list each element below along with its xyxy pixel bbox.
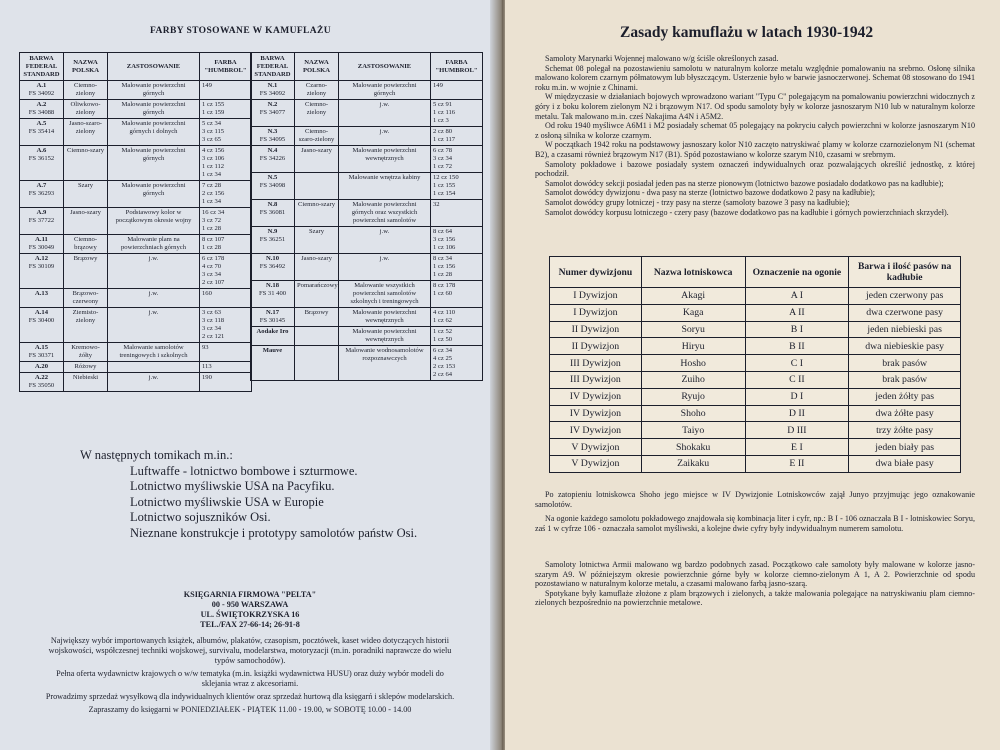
table-row bbox=[251, 227, 483, 254]
cell-code bbox=[20, 181, 64, 208]
cell-name: Różowy bbox=[64, 362, 108, 373]
cell-use bbox=[108, 362, 200, 373]
cell-farba: 6 cz 178 4 cz 70 3 cz 34 2 cz 107 bbox=[200, 254, 252, 289]
table-row bbox=[251, 254, 483, 281]
paint-code: A.15 bbox=[34, 344, 48, 351]
intro-paragraph: Od roku 1940 myśliwce A6M1 i M2 posiadały schemat 05 polegający na pokryciu całych powierzchni w kolorze jasnoszarym N10 z osłoną silnika w kolorze czarnym. bbox=[535, 121, 975, 140]
cell-pasy: jeden niebieski pas bbox=[849, 321, 961, 338]
table-row bbox=[550, 405, 961, 422]
table-row bbox=[20, 81, 252, 100]
cell-oznaczenie: D I bbox=[745, 388, 849, 405]
cell-name: Ciemno-zielony bbox=[64, 81, 108, 100]
cell-code bbox=[20, 373, 64, 392]
cell-name: Jasno-szary bbox=[295, 146, 339, 173]
header-oznaczenie: Oznaczenie na ogonie bbox=[745, 257, 849, 288]
cell-lotniskowiec: Shokaku bbox=[641, 439, 745, 456]
cell-code bbox=[251, 127, 295, 146]
paint-code: N.9 bbox=[267, 228, 278, 235]
cell-use: Malowanie wodnosamolotów rozpoznawczych bbox=[339, 346, 431, 381]
paint-code: N.8 bbox=[267, 201, 278, 208]
army-text bbox=[535, 560, 975, 608]
cell-code bbox=[251, 146, 295, 173]
table-row bbox=[20, 343, 252, 362]
table-row bbox=[550, 455, 961, 472]
cell-use: Malowanie powierzchni górnych bbox=[108, 81, 200, 100]
paint-code: N.5 bbox=[267, 174, 278, 181]
cell-lotniskowiec: Akagi bbox=[641, 288, 745, 305]
cell-code bbox=[251, 281, 295, 308]
cell-farba: 32 bbox=[431, 200, 483, 227]
cell-name: Jasno-szaro-zielony bbox=[64, 119, 108, 146]
paint-code: A.20 bbox=[34, 363, 48, 370]
fs-code: FS 35414 bbox=[28, 128, 55, 135]
cell-pasy: brak pasów bbox=[849, 355, 961, 372]
fs-code: FS 36492 bbox=[259, 263, 286, 270]
cell-code bbox=[20, 208, 64, 235]
table-row bbox=[251, 127, 483, 146]
table-row bbox=[20, 289, 252, 308]
next-volumes-list bbox=[80, 464, 417, 542]
cell-name: Pomarańczowy bbox=[295, 281, 339, 308]
intro-paragraph: Samoloty Marynarki Wojennej malowano w/g ściśle określonych zasad. bbox=[545, 54, 779, 63]
cell-farba: 5 cz 91 1 cz 116 1 cz 3 bbox=[431, 100, 483, 127]
cell-oznaczenie: E II bbox=[745, 455, 849, 472]
table-row bbox=[251, 146, 483, 173]
paint-code: N.18 bbox=[265, 282, 279, 289]
paint-code: A.13 bbox=[34, 290, 48, 297]
cell-use: Malowanie powierzchni wewnętrznych bbox=[339, 146, 431, 173]
cell-dywizjon: IV Dywizjon bbox=[550, 388, 642, 405]
publisher-p4: Zapraszamy do księgarni w PONIEDZIAŁEK - PIĄTEK 11.00 - 19.00, w SOBOTĘ 10.00 - 14.00 bbox=[88, 705, 412, 714]
cell-code bbox=[20, 119, 64, 146]
cell-use: Malowanie powierzchni wewnętrznych bbox=[339, 308, 431, 327]
cell-use: Malowanie plam na powierzchniach górnych bbox=[108, 235, 200, 254]
fs-code: FS 34095 bbox=[259, 136, 286, 143]
paint-code: Mauve bbox=[262, 347, 283, 354]
table-row bbox=[20, 362, 252, 373]
table-row bbox=[251, 100, 483, 127]
paint-code: N.1 bbox=[267, 82, 278, 89]
cell-use: j.w. bbox=[108, 373, 200, 392]
table-row bbox=[550, 304, 961, 321]
paint-code: A.7 bbox=[36, 182, 47, 189]
paint-table-army bbox=[19, 52, 252, 392]
cell-code bbox=[20, 81, 64, 100]
right-page bbox=[505, 0, 1000, 750]
fs-code: FS 30371 bbox=[28, 352, 55, 359]
fs-code: FS 37722 bbox=[28, 217, 55, 224]
fs-code: FS 36251 bbox=[259, 236, 286, 243]
cell-farba: 16 cz 34 3 cz 72 1 cz 28 bbox=[200, 208, 252, 235]
fs-code: FS 36293 bbox=[28, 190, 55, 197]
cell-name: Szary bbox=[295, 227, 339, 254]
header-nazwa: NAZWA POLSKA bbox=[64, 53, 108, 81]
page-title-zasady: Zasady kamuflażu w latach 1930-1942 bbox=[620, 24, 874, 41]
cell-farba: 5 cz 34 3 cz 115 3 cz 65 bbox=[200, 119, 252, 146]
table-row bbox=[550, 288, 961, 305]
next-volume-item: Lotnictwo myśliwskie USA w Europie bbox=[130, 494, 324, 509]
cell-code bbox=[251, 227, 295, 254]
next-volume-item: Lotnictwo myśliwskie USA na Pacyfiku. bbox=[130, 479, 335, 493]
cell-dywizjon: V Dywizjon bbox=[550, 439, 642, 456]
table-row bbox=[251, 200, 483, 227]
para-ogon-text: Na ogonie każdego samolotu pokładowego znajdowała się kombinacja liter i cyfr, np.: B I - 106 oznaczała B I - lotniskowiec Soryu, zaś 1 w cyfrze 106 - oznaczała samolot myśliwski, a kolejne dwie cyfry były indywidualnym numerem samolotu. bbox=[535, 514, 975, 533]
fs-code: FS 30109 bbox=[28, 263, 55, 270]
paint-code: Aodake Iro bbox=[256, 328, 289, 335]
cell-farba: 12 cz 150 1 cz 155 1 cz 154 bbox=[431, 173, 483, 200]
header-zastosowanie: ZASTOSOWANIE bbox=[108, 53, 200, 81]
cell-oznaczenie: C II bbox=[745, 371, 849, 388]
fs-code: FS 34226 bbox=[259, 155, 286, 162]
cell-name: Brązowo-czerwony bbox=[64, 289, 108, 308]
cell-code bbox=[251, 200, 295, 227]
cell-dywizjon: II Dywizjon bbox=[550, 338, 642, 355]
cell-oznaczenie: D III bbox=[745, 422, 849, 439]
cell-farba: 4 cz 110 1 cz 62 bbox=[431, 308, 483, 327]
cell-use: j.w. bbox=[108, 289, 200, 308]
cell-name: Jasno-szary bbox=[295, 254, 339, 281]
table-row bbox=[550, 355, 961, 372]
cell-pasy: jeden czerwony pas bbox=[849, 288, 961, 305]
fs-code: FS 34092 bbox=[259, 90, 286, 97]
cell-use: Malowanie powierzchni górnych bbox=[108, 146, 200, 181]
cell-code bbox=[251, 327, 295, 346]
cell-code bbox=[20, 308, 64, 343]
cell-farba: 4 cz 156 3 cz 106 1 cz 112 1 cz 34 bbox=[200, 146, 252, 181]
table-row bbox=[251, 281, 483, 308]
cell-dywizjon: IV Dywizjon bbox=[550, 405, 642, 422]
cell-dywizjon: I Dywizjon bbox=[550, 288, 642, 305]
cell-use: j.w. bbox=[339, 100, 431, 127]
paint-code: A.14 bbox=[34, 309, 48, 316]
paint-code: A.5 bbox=[36, 120, 47, 127]
paint-code: N.4 bbox=[267, 147, 278, 154]
intro-paragraph: Samolot dowódcy grupy lotniczej - trzy pasy na sterze (samoloty bazowe 3 pasy na kadłubie); bbox=[545, 197, 850, 207]
intro-paragraph: Samolot dowódcy dywizjonu - dwa pasy na sterze (lotnictwo bazowe dodatkowo 2 pasy na kadłubie); bbox=[545, 188, 875, 198]
header-nazwa-lotniskowca: Nazwa lotniskowca bbox=[641, 257, 745, 288]
cell-use: Podstawowy kolor w początkowym okresie wojny bbox=[108, 208, 200, 235]
cell-name: Ciemno-szary bbox=[64, 146, 108, 181]
cell-use: j.w. bbox=[339, 254, 431, 281]
cell-farba: 1 cz 155 1 cz 159 bbox=[200, 100, 252, 119]
cell-lotniskowiec: Hiryu bbox=[641, 338, 745, 355]
table-row bbox=[20, 254, 252, 289]
cell-code bbox=[20, 289, 64, 308]
table-row bbox=[251, 81, 483, 100]
cell-oznaczenie: E I bbox=[745, 439, 849, 456]
paint-code: A.12 bbox=[34, 255, 48, 262]
paint-table-navy bbox=[250, 52, 483, 381]
header-numer-dywizjonu: Numer dywizjonu bbox=[550, 257, 642, 288]
cell-farba: 2 cz 80 1 cz 117 bbox=[431, 127, 483, 146]
table-row bbox=[550, 388, 961, 405]
cell-oznaczenie: C I bbox=[745, 355, 849, 372]
fs-code: FS 34077 bbox=[259, 109, 286, 116]
intro-text bbox=[535, 54, 975, 217]
intro-paragraph: Samoloty pokładowe i bazowe posiadały system oznaczeń indywidualnych oraz pozwalających określić jednostkę, z której pochodził. bbox=[535, 159, 975, 179]
fs-code: FS 36152 bbox=[28, 155, 55, 162]
cell-name bbox=[295, 346, 339, 381]
cell-farba: 93 bbox=[200, 343, 252, 362]
intro-paragraph: W początkach 1942 roku na podstawowy jasnoszary kolor N10 zaczęto natryskiwać plamy w kolorze czarnozielonym N1 (schemat B2), a czasami również brązowym N17 (B1). Spód pozostawiano w kolorze szarym N10, czasami w srebrnym. bbox=[535, 140, 975, 159]
cell-lotniskowiec: Soryu bbox=[641, 321, 745, 338]
cell-use: Malowanie powierzchni górnych bbox=[108, 100, 200, 119]
cell-pasy: dwa niebieskie pasy bbox=[849, 338, 961, 355]
cell-farba: 160 bbox=[200, 289, 252, 308]
paint-code: N.2 bbox=[267, 101, 278, 108]
table-row bbox=[550, 338, 961, 355]
cell-pasy: jeden żółty pas bbox=[849, 388, 961, 405]
para-shoho-text: Po zatopieniu lotniskowca Shoho jego miejsce w IV Dywizjonie Lotniskowców zajął Junyo przyjmując jego oznakowanie samolotów. bbox=[535, 490, 975, 509]
cell-lotniskowiec: Zaikaku bbox=[641, 455, 745, 472]
cell-lotniskowiec: Taiyo bbox=[641, 422, 745, 439]
cell-farba: 149 bbox=[200, 81, 252, 100]
paint-code: N.17 bbox=[265, 309, 279, 316]
paint-code: A.6 bbox=[36, 147, 47, 154]
cell-dywizjon: IV Dywizjon bbox=[550, 422, 642, 439]
cell-dywizjon: III Dywizjon bbox=[550, 371, 642, 388]
publisher-phone: TEL./FAX 27-66-14; 26-91-8 bbox=[200, 620, 300, 629]
paint-code: N.10 bbox=[265, 255, 279, 262]
cell-use: Malowanie powierzchni górnych i dolnych bbox=[108, 119, 200, 146]
cell-use: Malowanie wnętrza kabiny bbox=[339, 173, 431, 200]
publisher-address1: 00 - 950 WARSZAWA bbox=[211, 600, 289, 609]
paint-code: A.9 bbox=[36, 209, 47, 216]
cell-dywizjon: II Dywizjon bbox=[550, 321, 642, 338]
cell-use: Malowanie powierzchni górnych bbox=[108, 181, 200, 208]
publisher-name: KSIĘGARNIA FIRMOWA "PELTA" bbox=[183, 590, 317, 599]
cell-name bbox=[295, 173, 339, 200]
table-row bbox=[550, 439, 961, 456]
header-barwa: BARWA FEDERAL STANDARD bbox=[251, 53, 295, 81]
paint-code: A.22 bbox=[34, 374, 48, 381]
publisher-p1: Największy wybór importowanych książek, albumów, plakatów, czasopism, pocztówek, kaset wideo dotyczących historii wojskowości, współczesnej techniki wojskowej, survivalu, modelarstwa, motoryzacji (m.in. poradniki naprawcze do wielu typów samochodów). bbox=[48, 636, 452, 665]
cell-oznaczenie: B I bbox=[745, 321, 849, 338]
cell-use: j.w. bbox=[339, 127, 431, 146]
intro-paragraph: Schemat 08 polegał na pozostawieniu samolotu w naturalnym kolorze metalu względnie pomalowaniu na srebrno. Osłonę silnika malowano kolorem czarnym półmatowym lub błyszczącym. Usterzenie było w barwie jasnoczerwonej. Schemat 08 stosowano do 1941 roku m.in. w wojnie z Chinami. bbox=[535, 63, 975, 92]
table-row bbox=[20, 119, 252, 146]
next-volumes bbox=[80, 448, 417, 541]
paint-code: N.3 bbox=[267, 128, 278, 135]
table-row bbox=[20, 181, 252, 208]
cell-dywizjon: I Dywizjon bbox=[550, 304, 642, 321]
fs-code: FS 35050 bbox=[28, 382, 55, 389]
publisher-text bbox=[45, 636, 455, 715]
cell-farba: 3 cz 63 3 cz 118 3 cz 34 2 cz 121 bbox=[200, 308, 252, 343]
fs-code: FS 30400 bbox=[28, 317, 55, 324]
header-zastosowanie: ZASTOSOWANIE bbox=[339, 53, 431, 81]
cell-oznaczenie: D II bbox=[745, 405, 849, 422]
cell-name: Czarno-zielony bbox=[295, 81, 339, 100]
cell-dywizjon: III Dywizjon bbox=[550, 355, 642, 372]
header-barwa-pasow: Barwa i ilość pasów na kadłubie bbox=[849, 257, 961, 288]
cell-farba: 8 cz 178 1 cz 60 bbox=[431, 281, 483, 308]
fs-code: FS 31 400 bbox=[258, 290, 287, 297]
para-shoho bbox=[535, 490, 975, 533]
army-paragraph: Samoloty lotnictwa Armii malowano wg bardzo podobnych zasad. Początkowo całe samoloty były malowane w kolorze jasno-szarym A9. W późniejszym okresie powierzchnie górne były w kolorze ciemno-zielonym A 1, A 2. Powierzchnie od spodu pozostawiano w naturalnym kolorze metalu, a czasami malowano farbą jasno-szarą. bbox=[535, 560, 975, 589]
cell-oznaczenie: B II bbox=[745, 338, 849, 355]
cell-name: Jasno-szary bbox=[64, 208, 108, 235]
army-paragraph: Spotykane były kamuflaże złożone z plam brązowych i zielonych, a także malowania polegające na natryskiwaniu plam ciemno-zielonych bezpośrednio na powierzchnie metalowe. bbox=[535, 588, 975, 608]
table-row bbox=[20, 146, 252, 181]
cell-name: Niebieski bbox=[64, 373, 108, 392]
cell-pasy: dwa czerwone pasy bbox=[849, 304, 961, 321]
table-row bbox=[550, 422, 961, 439]
cell-farba: 6 cz 34 4 cz 25 2 cz 153 2 cz 64 bbox=[431, 346, 483, 381]
cell-use: Malowanie powierzchni wewnętrznych bbox=[339, 327, 431, 346]
publisher-address2: UL. ŚWIĘTOKRZYSKA 16 bbox=[200, 610, 300, 619]
cell-name: Kremowo-żółty bbox=[64, 343, 108, 362]
cell-pasy: brak pasów bbox=[849, 371, 961, 388]
cell-name bbox=[295, 327, 339, 346]
next-volume-item: Luftwaffe - lotnictwo bombowe i szturmowe. bbox=[130, 463, 358, 478]
fs-code: FS 34088 bbox=[28, 109, 55, 116]
cell-name: Ciemno-brązowy bbox=[64, 235, 108, 254]
header-nazwa: NAZWA POLSKA bbox=[295, 53, 339, 81]
cell-pasy: dwa białe pasy bbox=[849, 455, 961, 472]
cell-farba: 8 cz 64 3 cz 156 1 cz 106 bbox=[431, 227, 483, 254]
cell-farba: 8 cz 34 1 cz 156 1 cz 28 bbox=[431, 254, 483, 281]
table-row bbox=[20, 308, 252, 343]
cell-use: j.w. bbox=[108, 254, 200, 289]
cell-code bbox=[20, 235, 64, 254]
cell-farba: 149 bbox=[431, 81, 483, 100]
cell-name: Brązowy bbox=[64, 254, 108, 289]
cell-lotniskowiec: Hosho bbox=[641, 355, 745, 372]
cell-name: Ciemno-szary bbox=[295, 200, 339, 227]
table-row bbox=[550, 321, 961, 338]
intro-paragraph: Samolot dowódcy korpusu lotniczego - czery pasy (bazowe dodatkowo pas na kadłubie i górnych powierzchniach skrzydeł). bbox=[545, 207, 949, 217]
table-row bbox=[251, 327, 483, 346]
intro-paragraph: W międzyczasie w działaniach bojowych wprowadzono wariant "Typu C" polegającym na pomalowaniu powierzchni widocznych z góry i z boku kolorem zielonym N2 i brązowym N17. Od spodu samoloty były w kolorze jasnoszarym N10 lub w naturalnym kolorze metalu. Tak malowano m.in. cześ Nakajima A4N i A5M2. bbox=[535, 92, 975, 121]
publisher-block bbox=[0, 590, 500, 630]
paint-code: A.2 bbox=[36, 101, 47, 108]
cell-code bbox=[251, 81, 295, 100]
next-volume-item: Lotnictwo sojuszników Osi. bbox=[130, 510, 271, 524]
paint-code: A.1 bbox=[36, 82, 47, 89]
cell-use: Malowanie samolotów treningowych i szkolnych bbox=[108, 343, 200, 362]
cell-name: Brązowy bbox=[295, 308, 339, 327]
cell-farba: 190 bbox=[200, 373, 252, 392]
cell-lotniskowiec: Shoho bbox=[641, 405, 745, 422]
cell-code bbox=[251, 100, 295, 127]
cell-use: Malowanie wszystkich powierzchni samolotów szkolnych i treningowych bbox=[339, 281, 431, 308]
next-volumes-intro: W następnych tomikach m.in.: bbox=[80, 448, 233, 462]
next-volume-item: Nieznane konstrukcje i prototypy samolotów państw Osi. bbox=[130, 525, 418, 540]
table-row bbox=[251, 308, 483, 327]
cell-code bbox=[20, 146, 64, 181]
carrier-table bbox=[549, 256, 961, 473]
table-row bbox=[251, 346, 483, 381]
cell-farba: 1 cz 52 1 cz 50 bbox=[431, 327, 483, 346]
cell-name: Szary bbox=[64, 181, 108, 208]
cell-code bbox=[251, 346, 295, 381]
fs-code: FS 30145 bbox=[259, 317, 286, 324]
table-row bbox=[20, 100, 252, 119]
cell-name: Ciemno-szaro-zielony bbox=[295, 127, 339, 146]
cell-lotniskowiec: Kaga bbox=[641, 304, 745, 321]
fs-code: FS 34092 bbox=[28, 90, 55, 97]
publisher-p2: Pełna oferta wydawnictw krajowych o w/w tematyka (m.in. książki wydawnictwa HUSU) oraz duży wybór modeli do sklejania wraz z akcesoriami. bbox=[56, 669, 444, 688]
paint-code: A.11 bbox=[35, 236, 48, 243]
fs-code: FS 30049 bbox=[28, 244, 55, 251]
cell-farba: 6 cz 78 3 cz 34 1 cz 72 bbox=[431, 146, 483, 173]
cell-oznaczenie: A II bbox=[745, 304, 849, 321]
cell-name: Ziemisto-zielony bbox=[64, 308, 108, 343]
table-row bbox=[20, 208, 252, 235]
cell-farba: 113 bbox=[200, 362, 252, 373]
table-row bbox=[550, 371, 961, 388]
header-farba: FARBA "HUMBROL" bbox=[200, 53, 252, 81]
cell-code bbox=[20, 100, 64, 119]
header-barwa: BARWA FEDERAL STANDARD bbox=[20, 53, 64, 81]
fs-code: FS 36081 bbox=[259, 209, 286, 216]
table-row bbox=[20, 373, 252, 392]
cell-name: Ciemno-zielony bbox=[295, 100, 339, 127]
cell-code bbox=[251, 254, 295, 281]
table-row bbox=[20, 235, 252, 254]
cell-code bbox=[20, 343, 64, 362]
cell-code bbox=[251, 173, 295, 200]
cell-pasy: jeden biały pas bbox=[849, 439, 961, 456]
cell-code bbox=[20, 362, 64, 373]
header-farba: FARBA "HUMBROL" bbox=[431, 53, 483, 81]
intro-paragraph: Samolot dowódcy sekcji posiadał jeden pas na sterze pionowym (lotnictwo bazowe posiadało dodatkowo pas na kadłubie); bbox=[545, 178, 944, 188]
fs-code: FS 34098 bbox=[259, 182, 286, 189]
cell-lotniskowiec: Ryujo bbox=[641, 388, 745, 405]
cell-pasy: trzy żółte pasy bbox=[849, 422, 961, 439]
publisher-p3: Prowadzimy sprzedaż wysyłkową dla indywidualnych klientów oraz sprzedaż hurtową dla księgarń i sklepów modelarskich. bbox=[45, 692, 455, 701]
cell-code bbox=[251, 308, 295, 327]
cell-lotniskowiec: Zuiho bbox=[641, 371, 745, 388]
cell-use: Malowanie powierzchni górnych oraz wszystkich powierzchni samolotów bbox=[339, 200, 431, 227]
cell-code bbox=[20, 254, 64, 289]
cell-name: Oliwkowo-zielony bbox=[64, 100, 108, 119]
cell-farba: 7 cz 28 2 cz 156 1 cz 34 bbox=[200, 181, 252, 208]
cell-pasy: dwa żółte pasy bbox=[849, 405, 961, 422]
table-row bbox=[251, 173, 483, 200]
cell-dywizjon: V Dywizjon bbox=[550, 455, 642, 472]
cell-farba: 8 cz 107 1 cz 28 bbox=[200, 235, 252, 254]
cell-use: Malowanie powierzchni górnych bbox=[339, 81, 431, 100]
cell-use: j.w. bbox=[339, 227, 431, 254]
cell-oznaczenie: A I bbox=[745, 288, 849, 305]
cell-use: j.w. bbox=[108, 308, 200, 343]
page-title-farby: FARBY STOSOWANE W KAMUFLAŻU bbox=[150, 26, 332, 36]
